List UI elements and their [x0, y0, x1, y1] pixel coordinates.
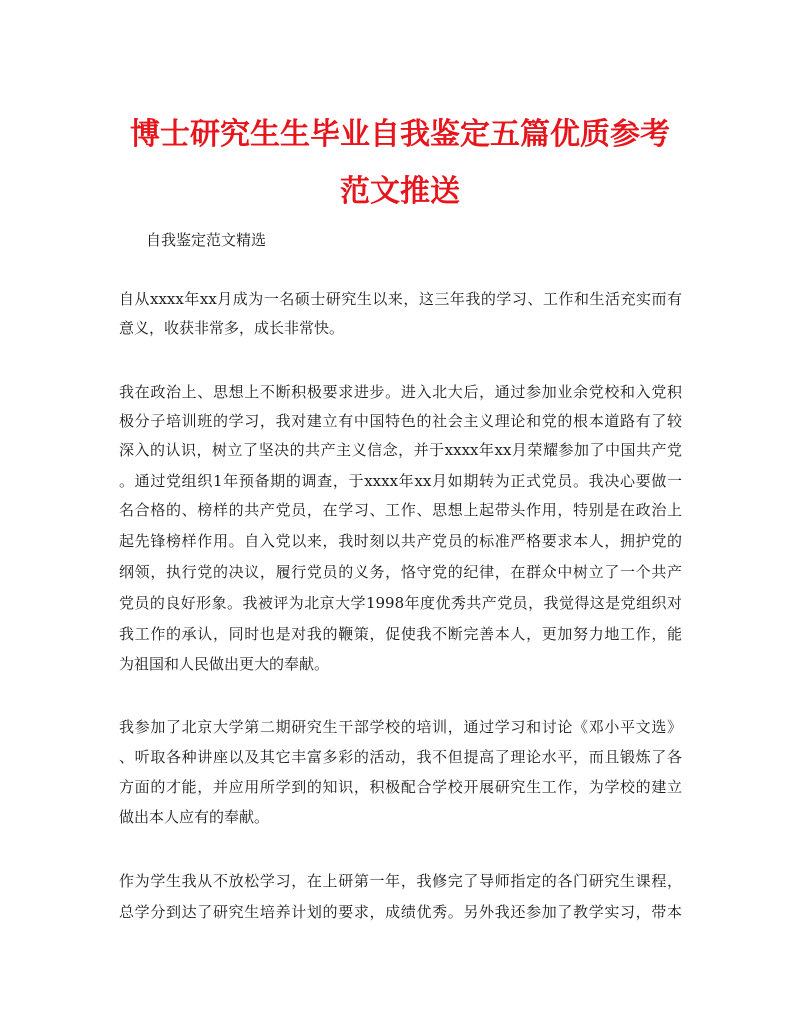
paragraph-3-line-3: 方面的才能，并应用所学到的知识，积极配合学校开展研究生工作，为学校的建立: [119, 778, 682, 796]
paragraph-2-line-7: 纲领，执行党的决议，履行党员的义务，恪守党的纪律，在群众中树立了一个共产: [119, 563, 682, 581]
paragraph-2-line-2: 极分子培训班的学习，我对建立有中国特色的社会主义理论和党的根本道路有了较: [119, 412, 682, 430]
paragraph-2-line-8: 党员的良好形象。我被评为北京大学1998年度优秀共产党员，我觉得这是党组织对: [119, 594, 682, 612]
document-title-line-2: 范文推送: [340, 174, 460, 209]
paragraph-2-line-10: 为祖国和人民做出更大的奉献。: [119, 655, 330, 673]
document-subtitle: 自我鉴定范文精选: [146, 231, 267, 249]
paragraph-3-line-1: 我参加了北京大学第二期研究生干部学校的培训，通过学习和讨论《邓小平文选》: [119, 718, 682, 736]
paragraph-1-line-1: 自从xxxx年xx月成为一名硕士研究生以来，这三年我的学习、工作和生活充实而有: [119, 290, 682, 308]
paragraph-1-line-2: 意义，收获非常多，成长非常快。: [119, 319, 345, 337]
paragraph-3-line-4: 做出本人应有的奉献。: [119, 808, 270, 826]
paragraph-2-line-1: 我在政治上、思想上不断积极要求进步。进入北大后，通过参加业余党校和入党积: [119, 383, 682, 401]
paragraph-4-line-2: 总学分到达了研究生培养计划的要求，成绩优秀。另外我还参加了教学实习，带本: [119, 903, 682, 921]
paragraph-2-line-3: 深入的认识，树立了坚决的共产主义信念，并于xxxx年xx月荣耀参加了中国共产党: [119, 441, 682, 459]
document-title-line-1: 博士研究生生毕业自我鉴定五篇优质参考: [130, 117, 670, 152]
paragraph-3-line-2: 、听取各种讲座以及其它丰富多彩的活动，我不但提高了理论水平，而且锻炼了各: [119, 748, 682, 766]
paragraph-2-line-5: 名合格的、榜样的共产党员，在学习、工作、思想上起带头作用，特别是在政治上: [119, 501, 682, 519]
paragraph-2-line-9: 我工作的承认，同时也是对我的鞭策，促使我不断完善本人，更加努力地工作，能: [119, 625, 682, 643]
paragraph-4-line-1: 作为学生我从不放松学习，在上研第一年，我修完了导师指定的各门研究生课程，: [119, 872, 682, 890]
paragraph-2-line-4: 。通过党组织1年预备期的调查，于xxxx年xx月如期转为正式党员。我决心要做一: [119, 472, 682, 490]
paragraph-2-line-6: 起先锋榜样作用。自入党以来，我时刻以共产党员的标准严格要求本人，拥护党的: [119, 532, 682, 550]
